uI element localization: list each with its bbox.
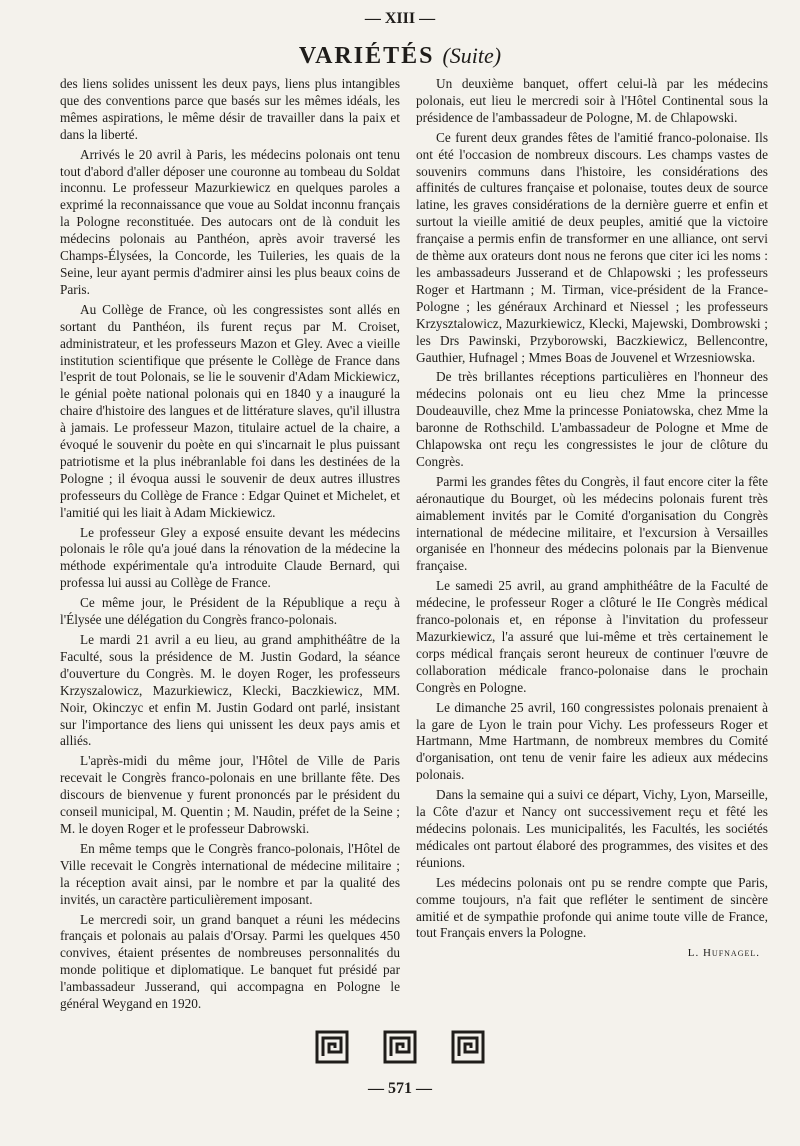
- paragraph: Un deuxième banquet, offert celui-là par les médecins polonais, eut lieu le mercredi soir à l'Hôtel Continental sous la présidence de l'ambassadeur de Pologne, M. de Chlapowski.: [416, 76, 768, 125]
- page-title: [0, 44, 800, 68]
- paragraph: En même temps que le Congrès franco-polonais, l'Hôtel de Ville recevait le Congrès international de médecine militaire ; la réception avait ainsi, par le nombre et par la qualité des invités, un caractère particulièrement imposant.: [60, 840, 400, 907]
- right-column: [416, 76, 768, 1021]
- paragraph: Dans la semaine qui a suivi ce départ, Vichy, Lyon, Marseille, la Côte d'azur et Nancy ont successivement reçu et fêté les médecins polonais. Les municipalités, les Facultés, les sociétés médicales ont partout élaboré des programmes, des visites et des réunions.: [416, 787, 768, 870]
- page-number: — 571 —: [368, 1080, 432, 1097]
- paragraph: Parmi les grandes fêtes du Congrès, il faut encore citer la fête aéronautique du Bourget, où les médecins polonais furent très aimablement invités par le Comité d'organisation du Congrès international de médecine militaire, et l'excursion à Versailles organisée en l'honneur des médecins polonais par la Bienvenue française.: [416, 473, 768, 574]
- paragraph: Ce même jour, le Président de la République a reçu à l'Élysée une délégation du Congrès franco-polonais.: [60, 595, 400, 628]
- title-suite: (Suite): [442, 43, 502, 68]
- greek-key-spiral-icon: [383, 1030, 417, 1064]
- paragraph: Le mardi 21 avril a eu lieu, au grand amphithéâtre de la Faculté, sous la présidence de M. Justin Godard, la séance d'ouverture du Congrès. M. le doyen Roger, les professeurs Krzyszalowicz, Mazurkiewicz, Klecki, Baczkiewicz, MM. Noir, Okinczyc et enfin M. Justin Godard ont parlé, insistant sur l'importance des liens qui unissent les deux pays amis et alliés.: [60, 632, 400, 749]
- ornament-row: [0, 1030, 800, 1064]
- paragraph: Les médecins polonais ont pu se rendre compte que Paris, comme toujours, n'a fait que refléter le sentiment de sincère amitié et de sympathie profonde qui anime toute ville de France, tout Français envers la Pologne.: [416, 874, 768, 941]
- title-text: VARIÉTÉS: [298, 43, 435, 69]
- paragraph: Le dimanche 25 avril, 160 congressistes polonais prenaient à la gare de Lyon le train pour Vichy. Les professeurs Roger et Hartmann, Mme Hartmann, de nombreux membres du Comité d'organisation, ont tenu de venir faire les adieux aux médecins polonais.: [416, 699, 768, 783]
- signature: L. Hufnagel.: [687, 947, 760, 960]
- paragraph: Arrivés le 20 avril à Paris, les médecins polonais ont tenu tout d'abord d'aller déposer une couronne au tombeau du Soldat inconnu. Le professeur Mazurkiewicz en quelques paroles a exprimé la reconnaissance que voue au Soldat inconnu français la Pologne reconstituée. Des autocars ont de là conduit les médecins polonais au Panthéon, après avoir traversé les Champs-Élysées, la Concorde, les Tuileries, les quais de la Seine, leur ayant permis d'admirer ainsi les plus beaux coins de Paris.: [60, 146, 400, 297]
- paragraph: Le samedi 25 avril, au grand amphithéâtre de la Faculté de médecine, le professeur Roger a clôturé le IIe Congrès médical franco-polonais et, en réponse à l'invitation du professeur Mazurkiewicz, l'a assuré que lui-même et très certainement le corps médical français seront heureux de continuer l'œuvre de collaboration médicale franco-polonaise dans le prochain Congrès en Pologne.: [416, 578, 768, 695]
- greek-key-spiral-icon: [315, 1030, 349, 1064]
- paragraph: De très brillantes réceptions particulières en l'honneur des médecins polonais ont eu lieu chez Mme la princesse Doudeauville, chez Mme la princesse Poniatowska, chez Mme la baronne de Rothschild. L'ambassadeur de Pologne et Mme de Chlapowska ont reçu les congressistes le jour de clôture du Congrès.: [416, 369, 768, 469]
- left-column: [60, 76, 400, 1021]
- greek-key-spiral-icon: [451, 1030, 485, 1064]
- paragraph: L'après-midi du même jour, l'Hôtel de Ville de Paris recevait le Congrès franco-polonais en une brillante fête. Des discours de bienvenue y furent prononcés par le président du conseil municipal, M. Quentin ; M. Naudin, préfet de la Seine ; M. le doyen Roger et le professeur Dabrowski.: [60, 753, 400, 836]
- paragraph: Le professeur Gley a exposé ensuite devant les médecins polonais le rôle qu'a joué dans la rénovation de la médecine la méthode expérimentale qu'a introduite Claude Bernard, qui professa lui aussi au Collège de France.: [60, 524, 400, 591]
- paragraph: Au Collège de France, où les congressistes sont allés en sortant du Panthéon, ils furent reçus par M. Croiset, administrateur, et les professeurs Mazon et Gley. Avec a vieille institution scientifique que présente le Collège de France dans l'esprit de tout Polonais, se lie le souvenir d'Adam Mickiewicz, le génial poète national polonais qui en 1840 y a inauguré la chaire d'histoire des langues et de littérature slaves, qu'il illustra à jamais. Le professeur Mazon, titulaire actuel de la chaire, a évoqué le souvenir du poète en qui s'incarnait le plus puissant patriotisme et la plus inébranlable foi dans les destinées de la Pologne ; il évoqua aussi le souvenir de deux autres illustres professeurs du Collège de France : Edgar Quinet et Michelet, et l'amitié qui les liait à Adam Mickiewicz.: [60, 301, 400, 520]
- paragraph: Ce furent deux grandes fêtes de l'amitié franco-polonaise. Ils ont été l'occasion de nombreux discours. Les champs vastes de souvenirs communs dans l'histoire, les considérations des affinités de cultures française et polonaise, toutes deux de source latine, les graves considérations de la dernière guerre et enfin et surtout la vieille amitié de deux peuples, amitié que la victoire française a permis enfin de transformer en une alliance, ont servi de thème aux orateurs dont nous ne ferons que citer ici les noms : les ambassadeurs Jusserand et de Chlapowski ; les professeurs Roger et Hartmann ; M. Tirman, vice-président de la France-Pologne ; les généraux Archinard et Niessel ; les professeurs Krzysztalowicz, Mazurkiewicz, Klecki, Majewski, Dombrowski ; les Drs Pawinski, Przyborowski, Baczkiewicz, Bellencontre, Gauthier, Hufnagel ; Mmes Boas de Jouvenel et Wrzesniowska.: [416, 129, 768, 365]
- paragraph: Le mercredi soir, un grand banquet a réuni les médecins français et polonais au palais d'Orsay. Parmi les quelques 450 convives, étaient présentes de nombreuses personnalités du monde politique et diplomatique. Le banquet fut présidé par l'ambassadeur Jusserand, qui accompagna en Pologne le général Weygand en 1920.: [60, 911, 400, 1012]
- paragraph: des liens solides unissent les deux pays, liens plus intangibles que des conventions parce que basés sur les mêmes idéals, les mêmes aspirations, le même désir de travailler dans la paix et dans la liberté.: [60, 76, 400, 142]
- section-number: — XIII —: [364, 10, 436, 27]
